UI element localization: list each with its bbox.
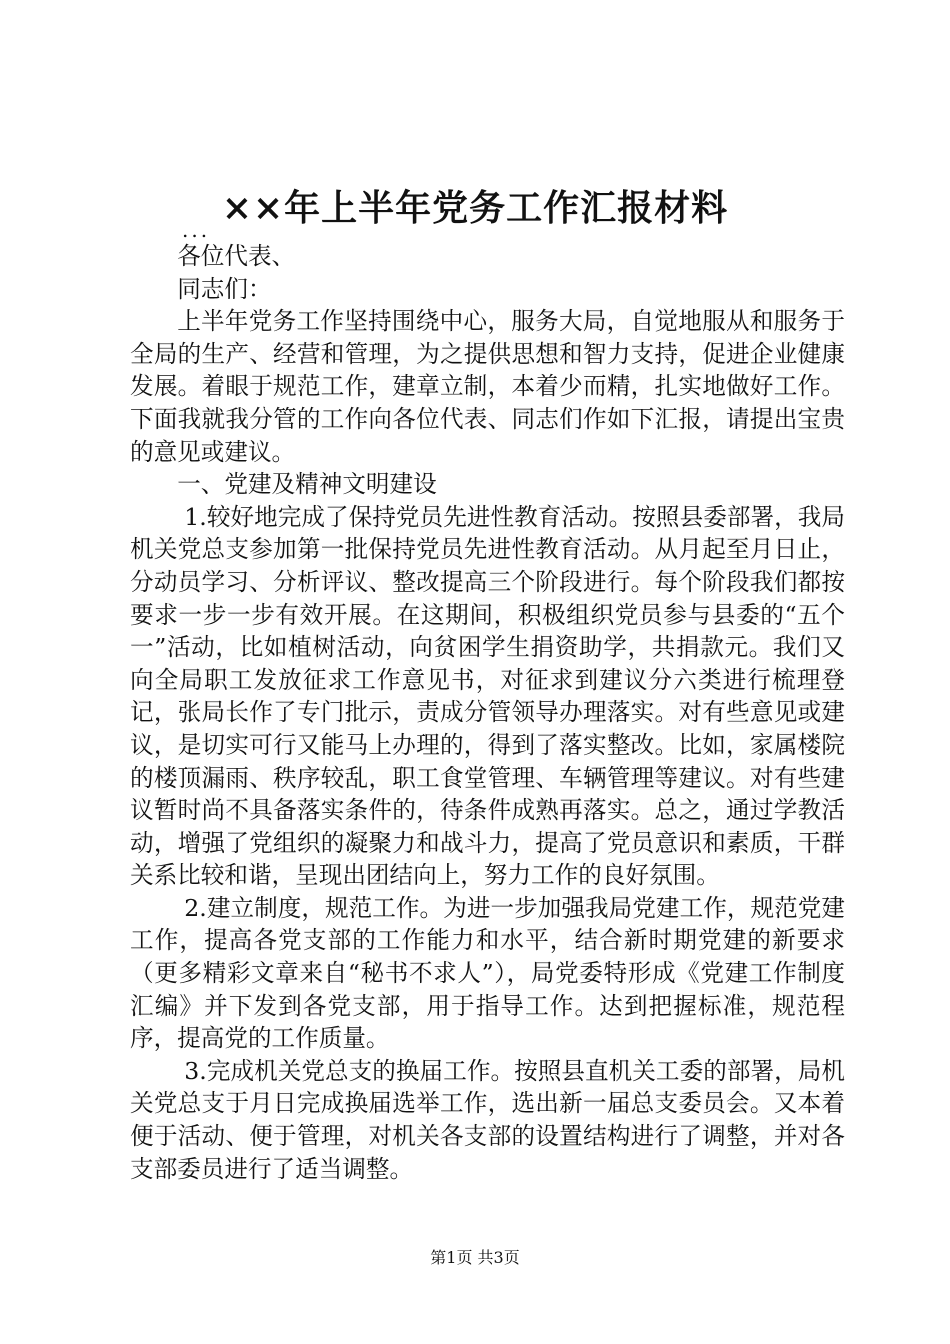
page-footer: 第1页 共3页 — [430, 1248, 520, 1267]
body-paragraph-2: 2.建立制度，规范工作。为进一步加强我局党建工作，规范党建工作，提高各党支部的工作能力和水平，结合新时期党建的新要求（更多精彩文章来自“秘书不求人”），局党委特形成《党建工作制度汇编》并下发到各党支部，用于指导工作。达到把握标准，规范程序，提高党的工作质量。 — [130, 893, 845, 1053]
intro-paragraph: 上半年党务工作坚持围绕中心，服务大局，自觉地服从和服务于全局的生产、经营和管理，为之提供思想和智力支持，促进企业健康发展。着眼于规范工作，建章立制，本着少而精，扎实地做好工作。下面我就我分管的工作向各位代表、同志们作如下汇报，请提出宝贵的意见或建议。 — [130, 307, 845, 466]
document-body — [130, 240, 845, 1185]
salutation-line-2: 同志们： — [177, 274, 272, 303]
section-heading: 一、党建及精神文明建设 — [177, 470, 437, 499]
ellipsis-mark: ... — [182, 218, 211, 242]
document-title: ××年上半年党务工作汇报材料 — [221, 187, 729, 229]
body-paragraph-3: 3.完成机关党总支的换届工作。按照县直机关工委的部署，局机关党总支于月日完成换届选举工作，选出新一届总支委员会。又本着便于活动、便于管理，对机关各支部的设置结构进行了调整，并对各支部委员进行了适当调整。 — [130, 1056, 845, 1183]
salutation-line-1: 各位代表、 — [177, 242, 296, 270]
body-paragraph-1: 1.较好地完成了保持党员先进性教育活动。按照县委部署，我局机关党总支参加第一批保持党员先进性教育活动。从月起至月日止，分动员学习、分析评议、整改提高三个阶段进行。每个阶段我们都按要求一步一步有效开展。在这期间，积极组织党员参与县委的“五个一”活动，比如植树活动，向贫困学生捐资助学，共捐款元。我们又向全局职工发放征求工作意见书，对征求到建议分六类进行梳理登记，张局长作了专门批示，责成分管领导办理落实。对有些意见或建议，是切实可行又能马上办理的，得到了落实整改。比如，家属楼院的楼顶漏雨、秩序较乱，职工食堂管理、车辆管理等建议。对有些建议暂时尚不具备落实条件的，待条件成熟再落实。总之，通过学教活动，增强了党组织的凝聚力和战斗力，提高了党员意识和素质，干群关系比较和谐，呈现出团结向上，努力工作的良好氛围。 — [130, 502, 845, 890]
